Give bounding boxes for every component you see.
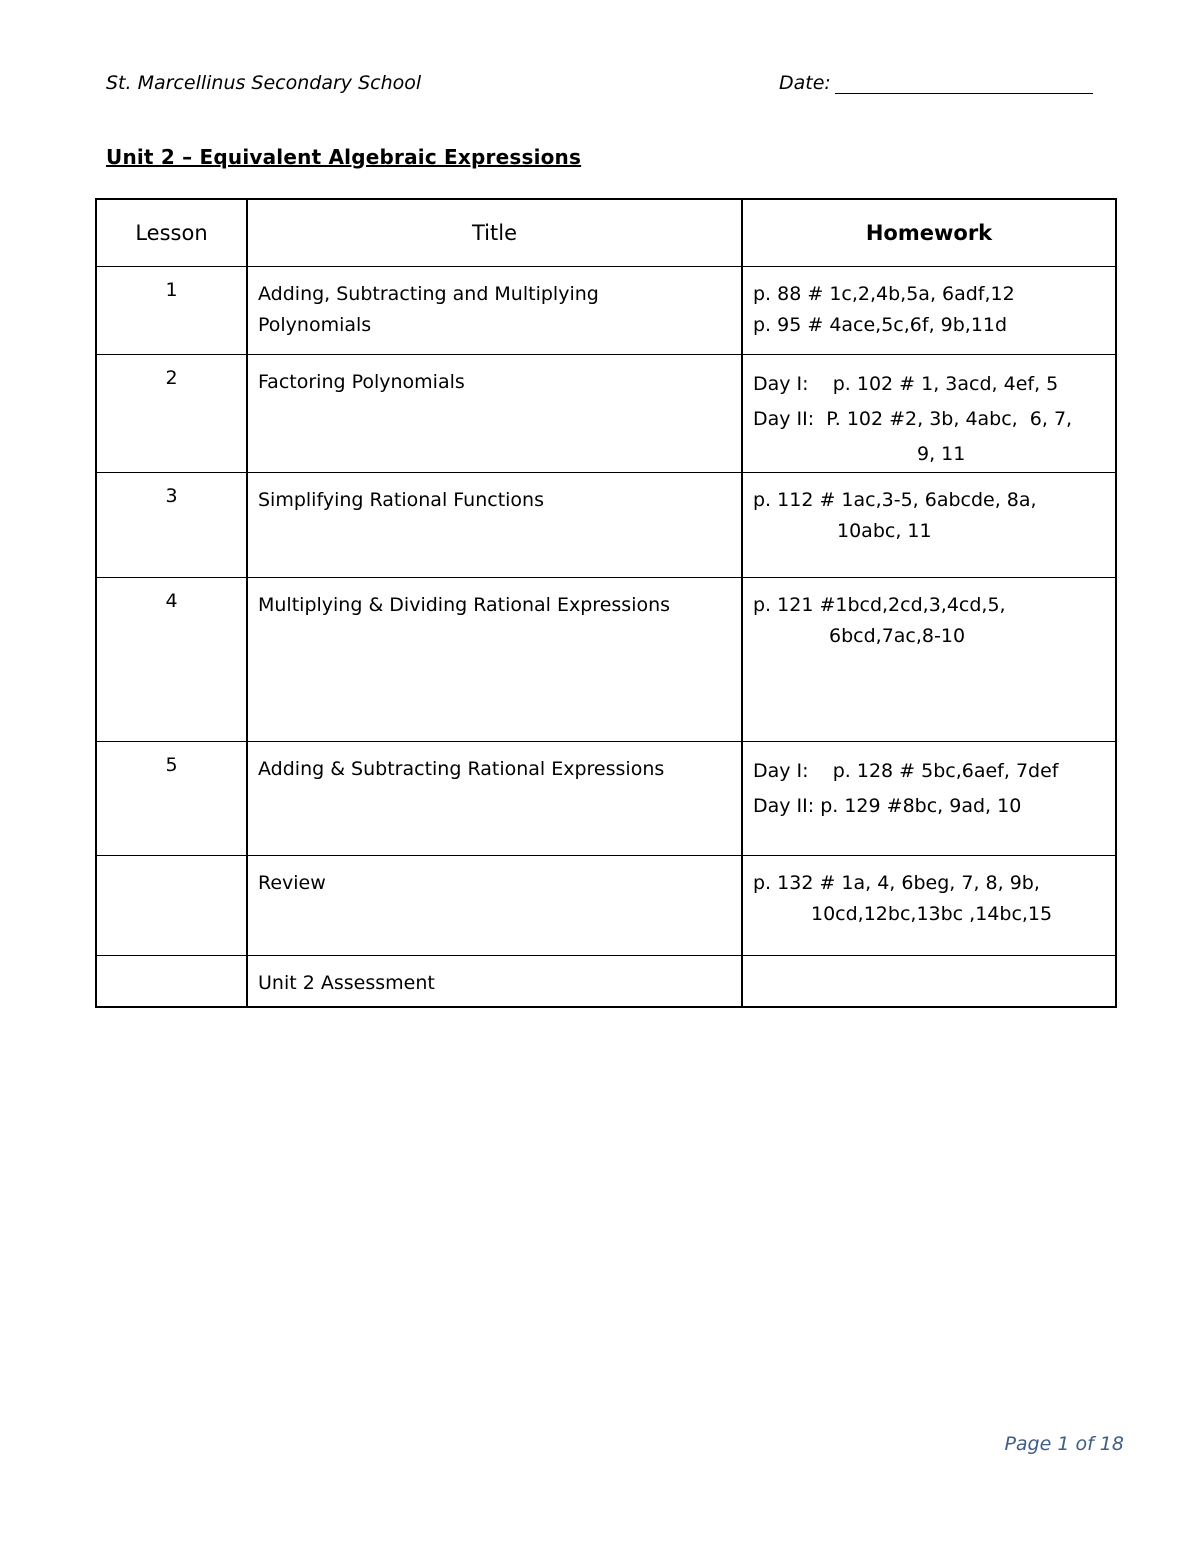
- lesson-homework: [742, 856, 1116, 956]
- date-label: Date:: [779, 72, 831, 94]
- homework-line: Day I: p. 102 # 1, 3acd, 4ef, 5: [753, 373, 1059, 395]
- unit-title: Unit 2 – Equivalent Algebraic Expressions: [106, 145, 582, 169]
- homework-line: 9, 11: [917, 443, 966, 465]
- lesson-homework: [742, 742, 1116, 856]
- lesson-title: [247, 956, 742, 1008]
- page-header: [106, 72, 1096, 102]
- lesson-title: [247, 856, 742, 956]
- title-line: Review: [258, 872, 326, 894]
- title-line: Simplifying Rational Functions: [258, 489, 544, 511]
- homework-line: p. 112 # 1ac,3-5, 6abcde, 8a,: [753, 489, 1037, 511]
- homework-line: p. 95 # 4ace,5c,6f, 9b,11d: [753, 314, 1008, 336]
- date-blank-line: [835, 73, 1093, 94]
- lesson-homework: [742, 355, 1116, 473]
- homework-line: p. 121 #1bcd,2cd,3,4cd,5,: [753, 594, 1006, 616]
- lesson-number: 2: [96, 355, 247, 473]
- column-header-homework: Homework: [742, 199, 1116, 267]
- lesson-title: [247, 742, 742, 856]
- lesson-table: [95, 198, 1117, 1008]
- lesson-title: [247, 473, 742, 578]
- lesson-title: [247, 578, 742, 742]
- page-number: Page 1 of 18: [1004, 1433, 1124, 1455]
- lesson-title: [247, 355, 742, 473]
- lesson-number: 3: [96, 473, 247, 578]
- homework-line: p. 132 # 1a, 4, 6beg, 7, 8, 9b,: [753, 872, 1040, 894]
- table-row: [96, 578, 1116, 742]
- column-header-lesson: Lesson: [96, 199, 247, 267]
- column-header-title: Title: [247, 199, 742, 267]
- title-line: Unit 2 Assessment: [258, 972, 435, 994]
- lesson-homework: [742, 473, 1116, 578]
- table-row: [96, 473, 1116, 578]
- date-field: [779, 72, 1093, 94]
- homework-line: Day II: p. 129 #8bc, 9ad, 10: [753, 795, 1022, 817]
- table-row: [96, 355, 1116, 473]
- title-line: Adding & Subtracting Rational Expressions: [258, 758, 665, 780]
- title-line: Factoring Polynomials: [258, 371, 465, 393]
- lesson-number: [96, 956, 247, 1008]
- table-row: [96, 267, 1116, 355]
- title-line: Multiplying & Dividing Rational Expressions: [258, 594, 671, 616]
- homework-line: 10abc, 11: [837, 520, 932, 542]
- lesson-number: 4: [96, 578, 247, 742]
- school-name: St. Marcellinus Secondary School: [106, 72, 422, 94]
- homework-line: 10cd,12bc,13bc ,14bc,15: [811, 903, 1053, 925]
- lesson-homework: [742, 578, 1116, 742]
- lesson-homework: [742, 956, 1116, 1008]
- lesson-number: 1: [96, 267, 247, 355]
- lesson-number: 5: [96, 742, 247, 856]
- lesson-title: [247, 267, 742, 355]
- homework-line: Day II: P. 102 #2, 3b, 4abc, 6, 7,: [753, 408, 1073, 430]
- table-row: [96, 956, 1116, 1008]
- table-header-row: [96, 199, 1116, 267]
- table-row: [96, 742, 1116, 856]
- lesson-homework: [742, 267, 1116, 355]
- lesson-number: [96, 856, 247, 956]
- homework-line: p. 88 # 1c,2,4b,5a, 6adf,12: [753, 283, 1015, 305]
- table-row: [96, 856, 1116, 956]
- homework-line: Day I: p. 128 # 5bc,6aef, 7def: [753, 760, 1059, 782]
- title-line: Polynomials: [258, 314, 372, 336]
- homework-line: 6bcd,7ac,8-10: [829, 625, 966, 647]
- title-line: Adding, Subtracting and Multiplying: [258, 283, 599, 305]
